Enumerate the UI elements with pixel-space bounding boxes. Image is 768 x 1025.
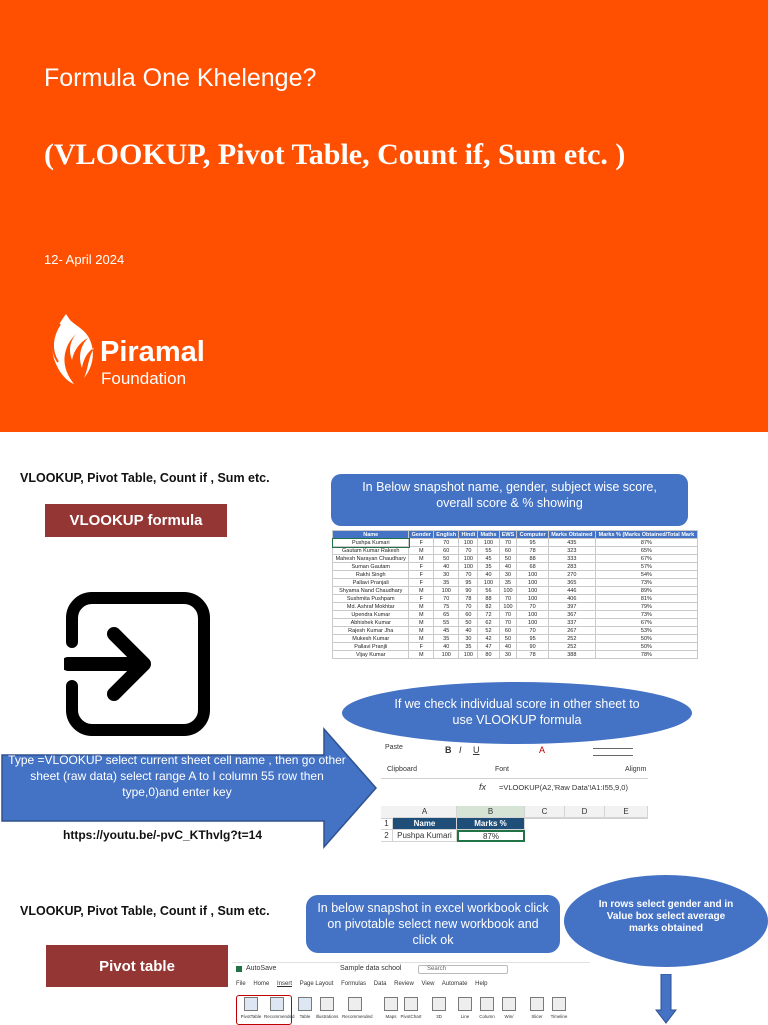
- raw-data-cell: 50: [499, 555, 517, 563]
- table-row: [333, 563, 698, 571]
- ribbon-button-label: Slicer: [531, 1014, 543, 1019]
- search-box[interactable]: Search: [418, 965, 508, 974]
- ribbon-button-label: Illustrations: [315, 1014, 339, 1019]
- raw-data-cell: F: [409, 563, 434, 571]
- raw-data-cell: 47: [478, 643, 499, 651]
- raw-data-cell: 88: [517, 555, 548, 563]
- raw-data-cell: 100: [459, 555, 478, 563]
- raw-data-cell: 100: [517, 571, 548, 579]
- raw-data-cell: 87%: [595, 539, 697, 547]
- cell-a1-name[interactable]: Name: [393, 818, 457, 830]
- autosave-toggle[interactable]: AutoSave: [246, 965, 277, 972]
- raw-data-cell: 406: [548, 595, 595, 603]
- ribbon-button[interactable]: [398, 997, 424, 1019]
- raw-data-cell: F: [409, 539, 434, 547]
- paste-label: Paste: [385, 744, 403, 751]
- note-pivot-steps: In below snapshot in excel workbook click on pivotable select new workbook and click ok: [306, 895, 560, 953]
- raw-data-cell: 100: [478, 579, 499, 587]
- ribbon-button-icon: [480, 997, 494, 1011]
- table-row: [333, 587, 698, 595]
- raw-data-cell: 54%: [595, 571, 697, 579]
- raw-data-cell: Abhishek Kumar: [333, 619, 409, 627]
- raw-data-cell: 79%: [595, 603, 697, 611]
- cell-b2-value[interactable]: 87%: [457, 830, 525, 842]
- raw-data-cell: 35: [478, 563, 499, 571]
- raw-data-table: [332, 530, 698, 678]
- raw-data-cell: 35: [434, 635, 459, 643]
- ribbon-button-label: PivotChart: [400, 1014, 422, 1019]
- table-row: [333, 539, 698, 547]
- brand-subtitle: Foundation: [101, 369, 187, 388]
- raw-data-cell: F: [409, 595, 434, 603]
- raw-data-cell: 45: [478, 555, 499, 563]
- raw-data-cell: 70: [459, 547, 478, 555]
- table-row: [333, 595, 698, 603]
- raw-data-cell: 70: [434, 539, 459, 547]
- raw-data-cell: M: [409, 619, 434, 627]
- raw-data-cell: 267: [548, 627, 595, 635]
- bold-icon[interactable]: B: [445, 745, 452, 755]
- align-icon[interactable]: [593, 748, 633, 756]
- raw-data-cell: 100: [478, 539, 499, 547]
- raw-data-cell: 100: [499, 603, 517, 611]
- raw-data-cell: M: [409, 603, 434, 611]
- table-row: [333, 627, 698, 635]
- section-heading: VLOOKUP, Pivot Table, Count if , Sum etc.: [20, 471, 270, 485]
- ribbon-button[interactable]: [342, 997, 373, 1019]
- excel-ribbon-snippet: [232, 962, 590, 1025]
- raw-header-cell: Name: [333, 531, 409, 539]
- raw-header-cell: Gender: [409, 531, 434, 539]
- excel-formula-snippet: [381, 744, 648, 854]
- clipboard-label: Clipboard: [387, 766, 417, 773]
- raw-data-cell: 30: [499, 651, 517, 659]
- ribbon-button-icon: [502, 997, 516, 1011]
- raw-header-cell: English: [434, 531, 459, 539]
- raw-data-cell: 100: [459, 651, 478, 659]
- raw-data-cell: 35: [459, 643, 478, 651]
- raw-data-cell: 40: [499, 643, 517, 651]
- exit-icon: [64, 590, 212, 738]
- raw-data-cell: M: [409, 651, 434, 659]
- raw-data-cell: Sushmita Pushpam: [333, 595, 409, 603]
- ribbon-button[interactable]: [426, 997, 452, 1019]
- raw-data-cell: 52: [478, 627, 499, 635]
- raw-data-cell: 60: [459, 611, 478, 619]
- raw-data-cell: 100: [517, 595, 548, 603]
- raw-data-cell: Upendra Kumar: [333, 611, 409, 619]
- raw-data-cell: 73%: [595, 611, 697, 619]
- raw-data-cell: 75: [434, 603, 459, 611]
- raw-data-cell: 45: [434, 627, 459, 635]
- raw-data-cell: 50: [499, 635, 517, 643]
- slide-headline: (VLOOKUP, Pivot Table, Count if, Sum etc. ): [44, 138, 626, 171]
- ribbon-button[interactable]: [546, 997, 572, 1019]
- note-rows-values: In rows select gender and in Value box select average marks obtained: [564, 875, 768, 967]
- raw-data-cell: 88: [478, 595, 499, 603]
- raw-data-cell: 100: [517, 579, 548, 587]
- ribbon-button-icon: [458, 997, 472, 1011]
- column-header-a[interactable]: A: [393, 806, 457, 818]
- raw-data-cell: 40: [499, 563, 517, 571]
- raw-data-cell: F: [409, 579, 434, 587]
- raw-data-cell: 70: [499, 539, 517, 547]
- cell-a2-value[interactable]: Pushpa Kumari: [393, 830, 457, 842]
- ribbon-button-icon: [530, 997, 544, 1011]
- raw-data-cell: 70: [499, 595, 517, 603]
- raw-data-cell: 50: [459, 619, 478, 627]
- raw-data-cell: 367: [548, 611, 595, 619]
- raw-data-cell: 388: [548, 651, 595, 659]
- column-header-c[interactable]: C: [525, 806, 565, 818]
- raw-data-cell: Pallavi Pranjli: [333, 643, 409, 651]
- menu-review[interactable]: Review: [394, 981, 414, 987]
- ribbon-button-icon: [384, 997, 398, 1011]
- raw-data-cell: 90: [517, 643, 548, 651]
- italic-icon[interactable]: I: [459, 745, 462, 755]
- table-row: [333, 603, 698, 611]
- raw-data-cell: 78: [517, 651, 548, 659]
- raw-data-cell: 57%: [595, 563, 697, 571]
- raw-data-cell: 70: [517, 627, 548, 635]
- raw-data-cell: M: [409, 587, 434, 595]
- raw-data-cell: 252: [548, 635, 595, 643]
- raw-data-cell: 95: [517, 635, 548, 643]
- ribbon-button-label: Line: [460, 1014, 470, 1019]
- raw-data-cell: Rakhi Singh: [333, 571, 409, 579]
- slide-subtitle: Formula One Khelenge?: [44, 64, 317, 92]
- table-row: [333, 571, 698, 579]
- raw-data-cell: 78: [459, 595, 478, 603]
- alignment-group-label: Alignm: [625, 766, 647, 773]
- table-row: [333, 643, 698, 651]
- youtube-link[interactable]: https://youtu.be/-pvC_KThvlg?t=14: [63, 828, 263, 842]
- raw-data-cell: 73%: [595, 579, 697, 587]
- raw-data-cell: 30: [459, 635, 478, 643]
- raw-data-cell: Vijay Kumar: [333, 651, 409, 659]
- cell-b1-marks[interactable]: Marks %: [457, 818, 525, 830]
- raw-data-cell: Mukesh Kumar: [333, 635, 409, 643]
- raw-data-cell: 67%: [595, 555, 697, 563]
- ribbon-button[interactable]: [496, 997, 522, 1019]
- raw-data-cell: 40: [478, 571, 499, 579]
- menu-home[interactable]: Home: [253, 981, 270, 987]
- raw-data-cell: Rajesh Kumar Jha: [333, 627, 409, 635]
- raw-data-cell: 80: [478, 651, 499, 659]
- raw-data-cell: 30: [434, 571, 459, 579]
- raw-data-cell: 30: [499, 571, 517, 579]
- raw-data-cell: 270: [548, 571, 595, 579]
- raw-data-cell: 100: [517, 587, 548, 595]
- raw-header-cell: Hindi: [459, 531, 478, 539]
- font-color-icon[interactable]: A: [539, 745, 546, 755]
- raw-data-cell: 252: [548, 643, 595, 651]
- raw-data-cell: 40: [434, 563, 459, 571]
- raw-data-cell: 95: [517, 539, 548, 547]
- table-row: [333, 547, 698, 555]
- menu-data[interactable]: Data: [373, 981, 387, 987]
- table-row: [333, 619, 698, 627]
- section-heading-2: VLOOKUP, Pivot Table, Count if , Sum etc.: [20, 904, 270, 918]
- ribbon-button-icon: [320, 997, 334, 1011]
- menu-formulas[interactable]: Formulas: [341, 981, 367, 987]
- ribbon-buttons: [238, 997, 590, 1025]
- raw-data-cell: 90: [459, 587, 478, 595]
- raw-data-cell: 60: [499, 627, 517, 635]
- raw-data-cell: 100: [459, 563, 478, 571]
- column-header-e[interactable]: E: [605, 806, 648, 818]
- raw-data-cell: 333: [548, 555, 595, 563]
- menu-insert[interactable]: Insert: [277, 981, 293, 987]
- ribbon-button-label: Table: [299, 1014, 311, 1019]
- ribbon-button-icon: [404, 997, 418, 1011]
- pivot-table-label: Pivot table: [46, 945, 228, 987]
- ribbon-button[interactable]: [314, 997, 340, 1019]
- row-number-1[interactable]: 1: [381, 818, 393, 830]
- raw-data-cell: 60: [499, 547, 517, 555]
- raw-data-cell: Suman Gautam: [333, 563, 409, 571]
- row-number-2[interactable]: 2: [381, 830, 393, 842]
- raw-data-cell: 65%: [595, 547, 697, 555]
- raw-data-cell: 89%: [595, 587, 697, 595]
- slide-date: 12- April 2024: [44, 252, 125, 267]
- menu-view[interactable]: View: [421, 981, 435, 987]
- ribbon-button[interactable]: [238, 997, 264, 1019]
- raw-header-cell: EWS: [499, 531, 517, 539]
- instruction-text: Type =VLOOKUP select current sheet cell name , then go other sheet (raw data) select range A to I column 55 row then type,0)and enter key: [8, 753, 346, 799]
- ribbon-button-icon: [298, 997, 312, 1011]
- raw-data-cell: 100: [459, 539, 478, 547]
- raw-data-cell: 365: [548, 579, 595, 587]
- raw-data-cell: 81%: [595, 595, 697, 603]
- raw-data-cell: 78%: [595, 651, 697, 659]
- ribbon-button-label: Recommended: [342, 1014, 373, 1019]
- raw-data-cell: M: [409, 635, 434, 643]
- ribbon-button[interactable]: [264, 997, 295, 1019]
- note-vlookup-other-sheet: If we check individual score in other sheet to use VLOOKUP formula: [342, 682, 692, 744]
- raw-data-cell: 67%: [595, 619, 697, 627]
- table-row: [333, 611, 698, 619]
- raw-data-cell: 40: [459, 627, 478, 635]
- ribbon-button-label: Timeline: [550, 1014, 568, 1019]
- font-group-label: Font: [495, 766, 510, 773]
- raw-data-cell: F: [409, 643, 434, 651]
- note-snapshot: In Below snapshot name, gender, subject wise score, overall score & % showing: [331, 474, 688, 526]
- ribbon-button-label: Win/: [504, 1014, 514, 1019]
- raw-data-cell: M: [409, 627, 434, 635]
- raw-data-cell: 55: [478, 547, 499, 555]
- raw-data-cell: 40: [434, 643, 459, 651]
- raw-data-cell: 100: [499, 587, 517, 595]
- raw-data-cell: 50%: [595, 635, 697, 643]
- fx-icon: fx: [479, 782, 487, 792]
- table-row: [333, 555, 698, 563]
- down-arrow-icon: [655, 974, 677, 1024]
- table-row: [333, 579, 698, 587]
- ribbon-button-icon: [432, 997, 446, 1011]
- raw-data-cell: Shyama Nand Chaudhary: [333, 587, 409, 595]
- table-row: [333, 635, 698, 643]
- raw-data-cell: 100: [434, 587, 459, 595]
- menu-file[interactable]: File: [236, 981, 246, 987]
- vlookup-label: VLOOKUP formula: [45, 504, 227, 537]
- raw-data-cell: Gautam Kumar Rakesh: [333, 547, 409, 555]
- raw-data-cell: 70: [499, 611, 517, 619]
- table-row: [333, 651, 698, 659]
- column-header-d[interactable]: D: [565, 806, 605, 818]
- raw-data-cell: 100: [434, 651, 459, 659]
- ribbon-button-label: Recommended: [264, 1014, 295, 1019]
- raw-data-cell: M: [409, 611, 434, 619]
- raw-data-cell: 70: [517, 603, 548, 611]
- raw-data-cell: 323: [548, 547, 595, 555]
- menu-automate[interactable]: Automate: [441, 981, 468, 987]
- ribbon-button-icon: [270, 997, 284, 1011]
- ribbon-button-icon: [244, 997, 258, 1011]
- raw-header-cell: Maths: [478, 531, 499, 539]
- ribbon-menu: [236, 981, 487, 987]
- formula-bar[interactable]: =VLOOKUP(A2,'Raw Data'!A1:I55,9,0): [499, 783, 628, 792]
- raw-data-cell: 70: [434, 595, 459, 603]
- raw-data-cell: 42: [478, 635, 499, 643]
- raw-data-cell: 100: [517, 619, 548, 627]
- raw-data-cell: 60: [434, 547, 459, 555]
- ribbon-button-label: Maps: [385, 1014, 397, 1019]
- menu-help[interactable]: Help: [475, 981, 488, 987]
- raw-data-cell: 72: [478, 611, 499, 619]
- raw-data-cell: 55: [434, 619, 459, 627]
- raw-data-cell: 397: [548, 603, 595, 611]
- raw-data-cell: Pallavi Pranjali: [333, 579, 409, 587]
- title-slide: [0, 0, 768, 432]
- ribbon-button-label: 3D: [436, 1014, 442, 1019]
- raw-data-cell: 78: [517, 547, 548, 555]
- raw-data-cell: 95: [459, 579, 478, 587]
- raw-data-cell: 70: [459, 571, 478, 579]
- content-slide: [0, 432, 768, 1024]
- raw-data-cell: 62: [478, 619, 499, 627]
- excel-logo-icon: [236, 966, 242, 972]
- ribbon-button-icon: [552, 997, 566, 1011]
- raw-header-cell: Marks % (Marks Obtained/Total Mark: [595, 531, 697, 539]
- raw-data-cell: 446: [548, 587, 595, 595]
- raw-data-cell: 56: [478, 587, 499, 595]
- raw-data-cell: 50: [434, 555, 459, 563]
- raw-data-cell: 337: [548, 619, 595, 627]
- raw-data-cell: 68: [517, 563, 548, 571]
- ribbon-button-label: PivotTable: [240, 1014, 262, 1019]
- raw-data-cell: 82: [478, 603, 499, 611]
- raw-data-cell: 35: [499, 579, 517, 587]
- raw-data-cell: 35: [434, 579, 459, 587]
- raw-header-cell: Computer: [517, 531, 548, 539]
- raw-data-cell: Mahesh Narayan Chaudhary: [333, 555, 409, 563]
- raw-header-cell: Marks Obtained: [548, 531, 595, 539]
- raw-data-cell: M: [409, 555, 434, 563]
- workbook-name: Sample data school: [340, 965, 402, 972]
- raw-data-cell: 283: [548, 563, 595, 571]
- raw-data-cell: 435: [548, 539, 595, 547]
- raw-data-cell: F: [409, 571, 434, 579]
- raw-data-cell: Md. Ashraf Mokhtar: [333, 603, 409, 611]
- raw-data-cell: 70: [499, 619, 517, 627]
- ribbon-button-icon: [348, 997, 362, 1011]
- brand-name: Piramal: [100, 336, 205, 368]
- piramal-flame-logo-icon: [44, 310, 96, 386]
- column-header-b[interactable]: B: [457, 806, 525, 818]
- raw-data-cell: 65: [434, 611, 459, 619]
- ribbon-button-label: Column: [479, 1014, 495, 1019]
- menu-page-layout[interactable]: Page Layout: [299, 981, 334, 987]
- raw-data-cell: 70: [459, 603, 478, 611]
- raw-data-cell: 100: [517, 611, 548, 619]
- raw-data-cell: 53%: [595, 627, 697, 635]
- raw-data-cell: M: [409, 547, 434, 555]
- raw-data-cell: 50%: [595, 643, 697, 651]
- underline-icon[interactable]: U: [473, 745, 480, 755]
- raw-data-cell: Pushpa Kumari: [333, 539, 409, 547]
